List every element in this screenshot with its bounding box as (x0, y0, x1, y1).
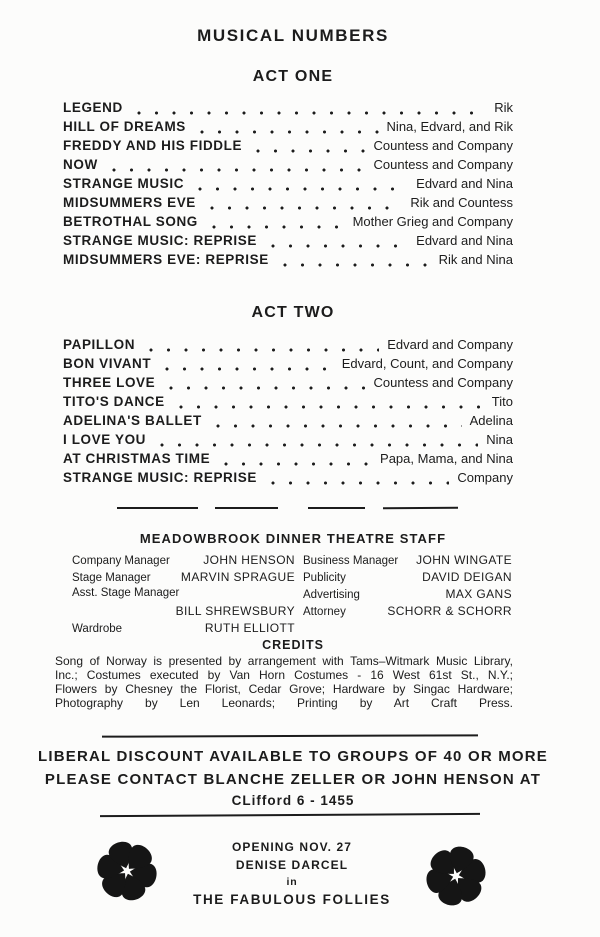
dot-leader (279, 252, 431, 271)
song-title: BETROTHAL SONG (63, 214, 198, 229)
song-title: LEGEND (63, 100, 123, 115)
opening-date: OPENING NOV. 27 (231, 840, 353, 854)
song-row (63, 356, 513, 375)
song-performers: Nina (486, 432, 513, 447)
staff-role: Advertising (303, 589, 360, 601)
staff-row (303, 604, 512, 621)
song-performers: Countess and Company (373, 375, 513, 390)
staff-name: DAVID DEIGAN (422, 570, 512, 584)
staff-name: RUTH ELLIOTT (204, 621, 295, 635)
song-row (63, 451, 513, 470)
song-title: ADELINA'S BALLET (63, 413, 202, 428)
song-row (63, 432, 513, 451)
staff-row (72, 587, 295, 604)
staff-row (72, 553, 295, 570)
song-row (63, 195, 513, 214)
staff-name: JOHN HENSON (203, 553, 295, 567)
song-row (63, 375, 513, 394)
staff-row (303, 553, 512, 570)
discount-line-2: PLEASE CONTACT BLANCHE ZELLER OR JOHN HENSON AT (44, 771, 542, 788)
credits-paragraph: Song of Norway is presented by arrangement with Tams–Witmark Music Library, Inc.; Costumes executed by Van Horn Costumes - 16 West 61st St., N.Y.; Flowers by Chesney the Florist, Cedar Grove; Hardware by Singac Hardware; Photography by Len Leonards; Printing by Art Craft Press. (55, 654, 513, 710)
song-performers: Edvard and Company (387, 337, 513, 352)
group-discount-notice (0, 745, 586, 811)
song-performers: Edvard and Nina (416, 233, 513, 248)
song-title: FREDDY AND HIS FIDDLE (63, 138, 243, 153)
song-title: STRANGE MUSIC (63, 176, 185, 191)
song-row (63, 337, 513, 356)
song-performers: Papa, Mama, and Nina (380, 451, 513, 466)
staff-column-right (303, 553, 512, 638)
dot-leader (220, 451, 372, 470)
show-name: THE FABULOUS FOLLIES (193, 892, 391, 907)
song-performers: Countess and Company (373, 157, 513, 172)
song-performers: Edvard, Count, and Company (341, 356, 513, 371)
song-row (63, 100, 513, 119)
staff-role: Stage Manager (72, 572, 151, 584)
song-row (63, 233, 513, 252)
dot-leader (267, 233, 408, 252)
act-one-heading: ACT ONE (252, 68, 334, 85)
song-performers: Tito (491, 394, 513, 409)
staff-heading: MEADOWBROOK DINNER THEATRE STAFF (139, 531, 447, 546)
song-title: AT CHRISTMAS TIME (63, 451, 211, 466)
song-row (63, 214, 513, 233)
song-performers: Rik (494, 100, 513, 115)
act-two-song-list (63, 337, 513, 489)
discount-line-1: LIBERAL DISCOUNT AVAILABLE TO GROUPS OF 40 OR MORE (37, 748, 549, 765)
song-title: THREE LOVE (63, 375, 156, 390)
credits-heading: CREDITS (262, 638, 324, 652)
dot-leader (212, 413, 462, 432)
song-title: STRANGE MUSIC: REPRISE (63, 470, 257, 485)
song-performers: Company (457, 470, 513, 485)
dot-leader (165, 375, 365, 394)
song-row (63, 176, 513, 195)
asterisk-flower-icon (85, 829, 168, 912)
staff-row (303, 570, 512, 587)
star-name: DENISE DARCEL (235, 858, 349, 872)
song-row (63, 470, 513, 489)
dot-leader (196, 119, 379, 138)
dot-leader (161, 356, 333, 375)
dot-leader (194, 176, 408, 195)
staff-name: MARVIN SPRAGUE (180, 570, 295, 584)
staff-role: Company Manager (72, 555, 170, 567)
staff-role: Asst. Stage Manager (72, 587, 180, 599)
horizontal-rule-bottom (100, 813, 480, 817)
staff-role: Attorney (303, 606, 346, 618)
song-title: BON VIVANT (63, 356, 152, 371)
staff-columns (72, 553, 512, 638)
staff-column-left (72, 553, 295, 638)
song-performers: Mother Grieg and Company (352, 214, 513, 229)
horizontal-rule-top (102, 734, 478, 737)
act-one-song-list (63, 100, 513, 271)
act-two-heading: ACT TWO (251, 304, 335, 321)
song-title: I LOVE YOU (63, 432, 147, 447)
song-performers: Rik and Nina (438, 252, 513, 267)
staff-name: MAX GANS (445, 587, 512, 601)
staff-role: Publicity (303, 572, 346, 584)
dot-leader (175, 394, 484, 413)
staff-name: JOHN WINGATE (416, 553, 512, 567)
discount-phone: CLifford 6 - 1455 (231, 793, 355, 808)
staff-name: BILL SHREWSBURY (175, 604, 295, 618)
in-label: in (286, 876, 298, 888)
dot-leader (145, 337, 379, 356)
dashed-divider (117, 507, 600, 509)
staff-row (72, 621, 295, 638)
song-row (63, 138, 513, 157)
song-title: NOW (63, 157, 98, 172)
song-title: PAPILLON (63, 337, 136, 352)
song-title: TITO'S DANCE (63, 394, 165, 409)
song-title: STRANGE MUSIC: REPRISE (63, 233, 257, 248)
staff-row (72, 604, 295, 621)
dot-leader (133, 100, 486, 119)
song-title: HILL OF DREAMS (63, 119, 186, 134)
song-title: MIDSUMMERS EVE: REPRISE (63, 252, 269, 267)
song-performers: Edvard and Nina (416, 176, 513, 191)
song-performers: Adelina (469, 413, 513, 428)
dot-leader (267, 470, 449, 489)
song-row (63, 157, 513, 176)
page-title: MUSICAL NUMBERS (197, 26, 389, 45)
staff-role: Business Manager (303, 555, 399, 567)
song-row (63, 413, 513, 432)
song-performers: Rik and Countess (410, 195, 513, 210)
song-row (63, 394, 513, 413)
dot-leader (108, 157, 366, 176)
dot-leader (252, 138, 365, 157)
song-performers: Countess and Company (373, 138, 513, 153)
staff-role: Wardrobe (72, 623, 123, 635)
song-row (63, 252, 513, 271)
dot-leader (156, 432, 478, 451)
dot-leader (206, 195, 402, 214)
staff-name: SCHORR & SCHORR (387, 604, 512, 618)
song-row (63, 119, 513, 138)
song-performers: Nina, Edvard, and Rik (386, 119, 513, 134)
dot-leader (208, 214, 345, 233)
staff-row (72, 570, 295, 587)
song-title: MIDSUMMERS EVE (63, 195, 196, 210)
staff-row (303, 587, 512, 604)
